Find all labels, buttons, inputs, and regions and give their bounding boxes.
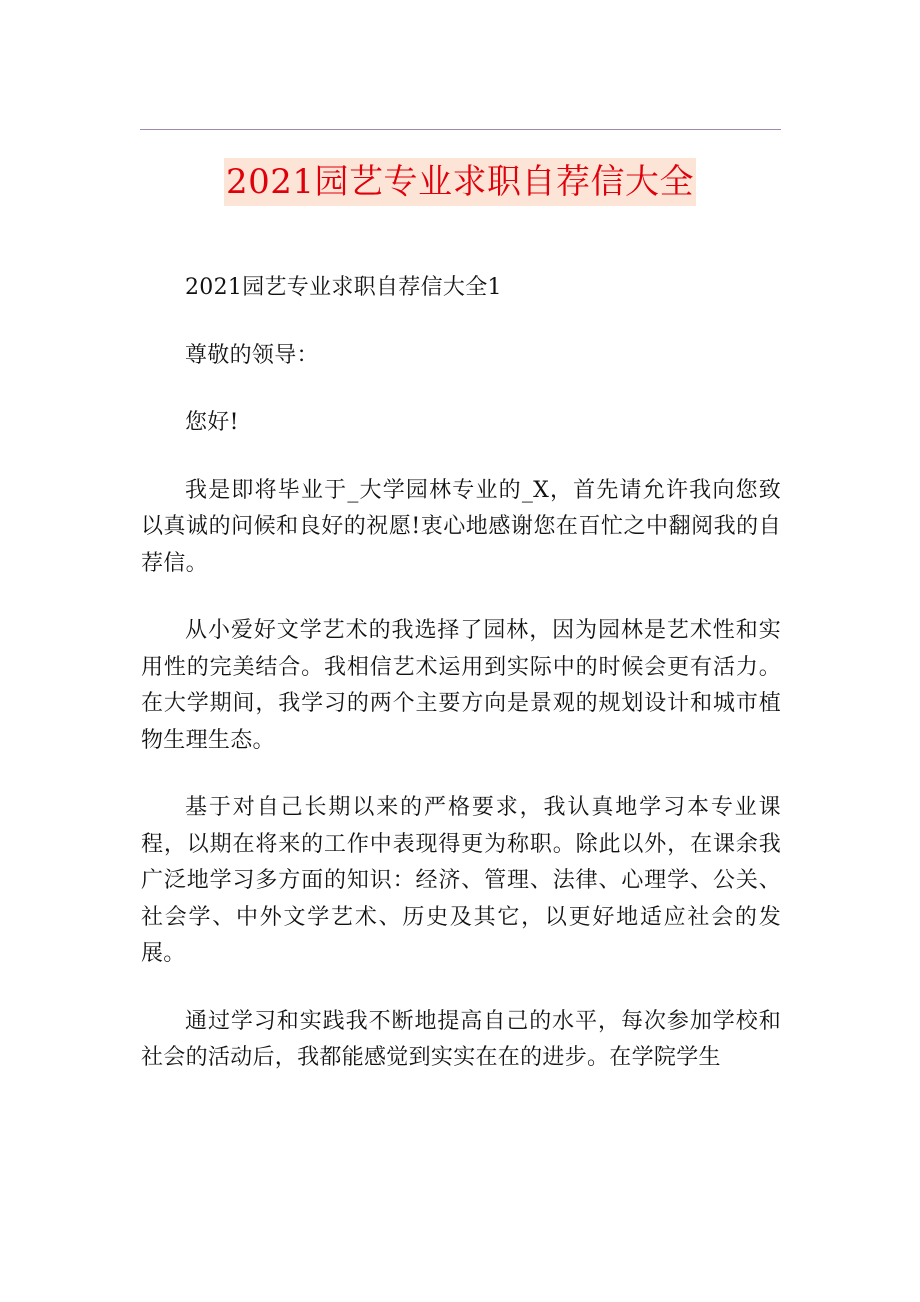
- document-title: 2021园艺专业求职自荐信大全: [224, 158, 696, 206]
- section-heading: 2021园艺专业求职自荐信大全1: [185, 275, 502, 300]
- body-paragraph: 从小爱好文学艺术的我选择了园林，因为园林是艺术性和实用性的完美结合。我相信艺术运用到实际中的时候会更有活力。在大学期间，我学习的两个主要方向是景观的规划设计和城市植物生理生态。: [141, 618, 781, 753]
- body-paragraph: 我是即将毕业于_大学园林专业的_X，首先请允许我向您致以真诚的问候和良好的祝愿!衷心地感谢您在百忙之中翻阅我的自荐信。: [141, 477, 781, 576]
- header-rule: [140, 129, 781, 130]
- greeting: 您好!: [185, 410, 239, 435]
- title-container: [0, 158, 920, 206]
- body-paragraph: 通过学习和实践我不断地提高自己的水平，每次参加学校和社会的活动后，我都能感觉到实实在在的进步。在学院学生: [141, 1008, 781, 1070]
- document-body: [141, 270, 781, 1108]
- body-paragraph: 基于对自己长期以来的严格要求，我认真地学习本专业课程，以期在将来的工作中表现得更为称职。除此以外，在课余我广泛地学习多方面的知识：经济、管理、法律、心理学、公关、社会学、中外文学艺术、历史及其它，以更好地适应社会的发展。: [141, 795, 781, 966]
- salutation: 尊敬的领导：: [185, 342, 319, 368]
